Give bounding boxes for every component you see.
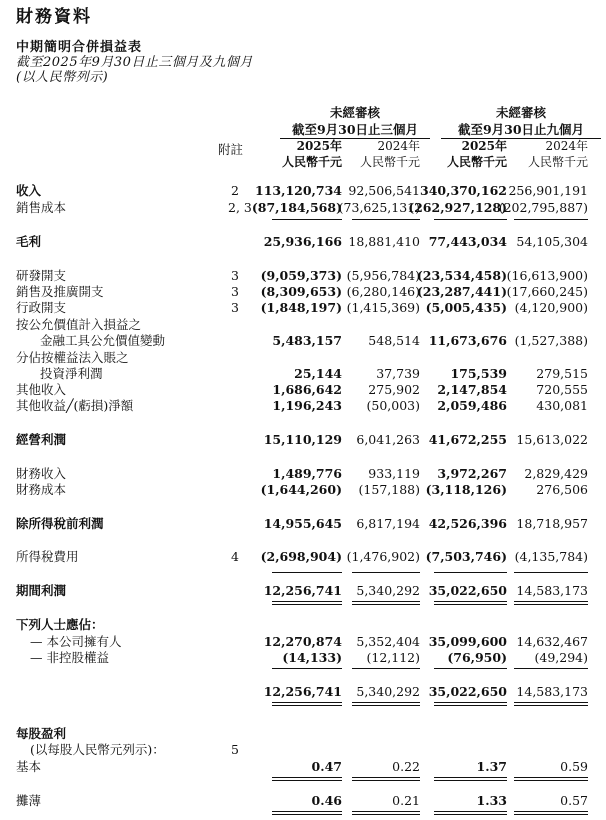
three-months-2024-value: (157,188) — [358, 482, 420, 497]
total-rule — [352, 604, 420, 605]
total-rule — [272, 604, 342, 605]
group1-header — [280, 104, 430, 139]
total-rule — [434, 814, 507, 815]
nine-months-2024-value: (1,527,388) — [514, 333, 588, 348]
row-label: 期間利潤 — [16, 583, 67, 598]
table-row — [0, 466, 606, 482]
row-label: 收入 — [16, 183, 42, 198]
three-months-2025-value: 15,110,129 — [263, 432, 342, 447]
statement-title: 中期簡明合併損益表 — [16, 40, 143, 55]
three-months-2025-value: 0.47 — [311, 759, 342, 774]
table-row — [0, 516, 606, 532]
three-months-2024-value: (73,625,131) — [338, 200, 420, 215]
table-row — [0, 382, 606, 398]
total-rule — [272, 814, 342, 815]
three-months-2024-value: (1,415,369) — [346, 300, 420, 315]
row-label: — 本公司擁有人 — [30, 634, 122, 649]
note-column-header: 附註 — [218, 142, 244, 157]
nine-months-2025-value: 3,972,267 — [437, 466, 507, 481]
table-row — [0, 759, 606, 775]
table-row — [0, 549, 606, 565]
three-months-2025-value: 113,120,734 — [255, 183, 342, 198]
total-rule — [272, 777, 342, 778]
total-rule — [514, 777, 588, 778]
table-row — [0, 268, 606, 284]
three-months-2025-value: (9,059,373) — [260, 268, 342, 283]
table-row — [0, 333, 606, 349]
nine-months-2024-value: 14,583,173 — [516, 684, 588, 699]
three-months-2025-value: 5,483,157 — [272, 333, 342, 348]
total-rule — [272, 668, 342, 669]
nine-months-2025-value: 1.37 — [476, 759, 507, 774]
total-rule — [352, 777, 420, 778]
total-rule — [434, 604, 507, 605]
total-rule — [352, 705, 420, 706]
nine-months-2024-value: (202,795,887) — [498, 200, 588, 215]
total-rule — [434, 705, 507, 706]
table-row — [0, 482, 606, 498]
row-label: 下列人士應佔： — [16, 617, 104, 632]
table-row — [0, 634, 606, 650]
nine-months-2025-value: (7,503,746) — [425, 549, 507, 564]
table-row — [0, 583, 606, 599]
nine-months-2025-value: 1.33 — [476, 793, 507, 808]
row-label: 每股盈利 — [16, 726, 67, 741]
total-rule — [272, 601, 342, 602]
currency-note: (以人民幣列示) — [16, 70, 109, 85]
three-months-2025-value: 25,144 — [294, 366, 342, 381]
nine-months-2025-value: (23,534,458) — [416, 268, 507, 283]
total-rule — [352, 702, 420, 703]
nine-months-2025-value: (3,118,126) — [425, 482, 507, 497]
nine-months-2024-value: 279,515 — [536, 366, 588, 381]
three-months-2024-value: 5,340,292 — [356, 583, 420, 598]
total-rule — [514, 668, 588, 669]
table-row — [0, 200, 606, 216]
nine-months-2025-value: 2,147,854 — [437, 382, 507, 397]
table-row — [0, 650, 606, 666]
nine-months-2024-value: (4,120,900) — [514, 300, 588, 315]
nine-months-2024-value: (16,613,900) — [506, 268, 588, 283]
three-months-2024-value: 548,514 — [368, 333, 420, 348]
total-rule — [352, 814, 420, 815]
row-note: 2, 3 — [228, 200, 252, 215]
total-rule — [272, 705, 342, 706]
three-months-2024-value: 5,352,404 — [356, 634, 420, 649]
table-row — [0, 300, 606, 316]
nine-months-2024-value: 430,081 — [536, 398, 588, 413]
nine-months-2025-value: 42,526,396 — [428, 516, 507, 531]
table-row — [0, 793, 606, 809]
three-months-2024-value: 6,041,263 — [356, 432, 420, 447]
total-rule — [272, 780, 342, 781]
nine-months-2024-value: (49,294) — [534, 650, 588, 665]
row-label: — 非控股權益 — [30, 650, 109, 665]
three-months-2024-value: 6,817,194 — [356, 516, 420, 531]
total-rule — [514, 814, 588, 815]
nine-months-2024-value: (4,135,784) — [514, 549, 588, 564]
total-rule — [272, 702, 342, 703]
three-months-2025-value: (8,309,653) — [260, 284, 342, 299]
table-row — [0, 432, 606, 448]
nine-months-2024-value: (17,660,245) — [506, 284, 588, 299]
row-label: 攤薄 — [16, 793, 42, 808]
total-rule — [514, 705, 588, 706]
three-months-2024-value: 92,506,541 — [348, 183, 420, 198]
table-row — [0, 742, 606, 758]
table-row — [0, 366, 606, 382]
table-row — [0, 726, 606, 742]
three-months-2024-value: (6,280,146) — [346, 284, 420, 299]
row-note: 3 — [231, 300, 239, 315]
three-months-2024-value: (50,003) — [366, 398, 420, 413]
row-label: 除所得稅前利潤 — [16, 516, 104, 531]
table-row — [0, 284, 606, 300]
total-rule — [514, 780, 588, 781]
three-months-2025-value: 12,256,741 — [263, 684, 342, 699]
total-rule — [514, 604, 588, 605]
row-note: 3 — [231, 268, 239, 283]
nine-months-2025-value: 35,022,650 — [428, 583, 507, 598]
group1-unit-current: 人民幣千元 — [281, 155, 342, 169]
table-row — [0, 684, 606, 700]
nine-months-2025-value: 2,059,486 — [437, 398, 507, 413]
three-months-2024-value: 37,739 — [376, 366, 420, 381]
row-label: 銷售成本 — [16, 200, 67, 215]
group2-year-prior: 2024年 — [545, 139, 588, 153]
three-months-2025-value: (1,848,197) — [260, 300, 342, 315]
row-label: 財務成本 — [16, 482, 67, 497]
three-months-2025-value: 25,936,166 — [263, 234, 342, 249]
total-rule — [514, 702, 588, 703]
group1-year-current: 2025年 — [296, 139, 342, 153]
table-row — [0, 398, 606, 414]
row-note: 5 — [231, 742, 239, 757]
total-rule — [272, 811, 342, 812]
three-months-2025-value: 1,196,243 — [272, 398, 342, 413]
nine-months-2024-value: 720,555 — [536, 382, 588, 397]
row-label: 按公允價值計入損益之 — [16, 317, 142, 332]
table-row — [0, 234, 606, 250]
three-months-2025-value: (2,698,904) — [260, 549, 342, 564]
nine-months-2025-value: 340,370,162 — [420, 183, 507, 198]
total-rule — [272, 572, 342, 573]
three-months-2025-value: 0.46 — [311, 793, 342, 808]
row-label: 財務收入 — [16, 466, 67, 481]
row-label: 基本 — [16, 759, 42, 774]
nine-months-2025-value: 41,672,255 — [428, 432, 507, 447]
three-months-2024-value: (1,476,902) — [346, 549, 420, 564]
row-note: 2 — [231, 183, 239, 198]
nine-months-2025-value: 77,443,034 — [428, 234, 507, 249]
three-months-2025-value: 12,256,741 — [263, 583, 342, 598]
table-row — [0, 317, 606, 333]
nine-months-2025-value: 35,022,650 — [428, 684, 507, 699]
row-label: 金融工具公允價值變動 — [40, 333, 166, 348]
nine-months-2024-value: 256,901,191 — [508, 183, 588, 198]
nine-months-2024-value: 14,583,173 — [516, 583, 588, 598]
nine-months-2025-value: 11,673,676 — [428, 333, 507, 348]
row-label: 所得稅費用 — [16, 549, 79, 564]
total-rule — [434, 219, 507, 220]
total-rule — [434, 702, 507, 703]
group1-year-prior: 2024年 — [377, 139, 420, 153]
three-months-2024-value: (5,956,784) — [346, 268, 420, 283]
section-title: 財務資料 — [16, 7, 92, 27]
row-label: 經營利潤 — [16, 432, 67, 447]
nine-months-2024-value: 276,506 — [536, 482, 588, 497]
total-rule — [352, 601, 420, 602]
three-months-2025-value: (1,644,260) — [260, 482, 342, 497]
three-months-2024-value: 5,340,292 — [356, 684, 420, 699]
total-rule — [434, 601, 507, 602]
group2-unit-prior: 人民幣千元 — [527, 155, 588, 169]
nine-months-2024-value: 15,613,022 — [516, 432, 588, 447]
total-rule — [434, 572, 507, 573]
statement-subtitle: 截至2025年9月30日止三個月及九個月 — [16, 55, 253, 70]
total-rule — [514, 601, 588, 602]
three-months-2024-value: 0.21 — [392, 793, 420, 808]
row-label: 研發開支 — [16, 268, 67, 283]
nine-months-2024-value: 2,829,429 — [524, 466, 588, 481]
three-months-2025-value: 14,955,645 — [263, 516, 342, 531]
total-rule — [352, 572, 420, 573]
three-months-2024-value: 0.22 — [392, 759, 420, 774]
three-months-2025-value: (87,184,568) — [251, 200, 342, 215]
group1-period-label: 截至9月30日止三個月 — [280, 121, 430, 139]
nine-months-2025-value: 175,539 — [450, 366, 507, 381]
group2-unit-current: 人民幣千元 — [446, 155, 507, 169]
nine-months-2025-value: (262,927,128) — [408, 200, 507, 215]
three-months-2024-value: 18,881,410 — [348, 234, 420, 249]
total-rule — [352, 219, 420, 220]
total-rule — [272, 219, 342, 220]
total-rule — [514, 572, 588, 573]
row-note: 3 — [231, 284, 239, 299]
nine-months-2025-value: 35,099,600 — [428, 634, 507, 649]
row-label: 銷售及推廣開支 — [16, 284, 104, 299]
row-label: 投資淨利潤 — [40, 366, 103, 381]
row-label: (以每股人民幣元列示)： — [30, 742, 165, 757]
total-rule — [352, 780, 420, 781]
nine-months-2025-value: (5,005,435) — [425, 300, 507, 315]
group2-header — [441, 104, 601, 139]
nine-months-2025-value: (23,287,441) — [416, 284, 507, 299]
total-rule — [514, 811, 588, 812]
group2-audit-label: 未經審核 — [495, 105, 546, 120]
group2-year-current: 2025年 — [461, 139, 507, 153]
three-months-2024-value: 933,119 — [368, 466, 420, 481]
total-rule — [434, 780, 507, 781]
total-rule — [434, 777, 507, 778]
nine-months-2024-value: 14,632,467 — [516, 634, 588, 649]
three-months-2025-value: 12,270,874 — [263, 634, 342, 649]
row-label: 其他收益╱(虧損)淨額 — [16, 398, 134, 413]
three-months-2025-value: (14,133) — [282, 650, 342, 665]
total-rule — [352, 811, 420, 812]
nine-months-2024-value: 54,105,304 — [516, 234, 588, 249]
group1-unit-prior: 人民幣千元 — [359, 155, 420, 169]
nine-months-2024-value: 0.57 — [560, 793, 588, 808]
row-note: 4 — [231, 549, 239, 564]
table-row — [0, 183, 606, 199]
three-months-2025-value: 1,686,642 — [272, 382, 342, 397]
group2-period-label: 截至9月30日止九個月 — [441, 121, 601, 139]
total-rule — [514, 219, 588, 220]
nine-months-2025-value: (76,950) — [447, 650, 507, 665]
row-label: 毛利 — [16, 234, 42, 249]
three-months-2024-value: (12,112) — [366, 650, 420, 665]
nine-months-2024-value: 18,718,957 — [516, 516, 588, 531]
total-rule — [434, 811, 507, 812]
three-months-2024-value: 275,902 — [368, 382, 420, 397]
group1-audit-label: 未經審核 — [329, 105, 380, 120]
table-row — [0, 350, 606, 366]
nine-months-2024-value: 0.59 — [560, 759, 588, 774]
table-row — [0, 617, 606, 633]
total-rule — [352, 668, 420, 669]
row-label: 其他收入 — [16, 382, 67, 397]
total-rule — [434, 668, 507, 669]
three-months-2025-value: 1,489,776 — [272, 466, 342, 481]
row-label: 行政開支 — [16, 300, 67, 315]
row-label: 分佔按權益法入賬之 — [16, 350, 129, 365]
